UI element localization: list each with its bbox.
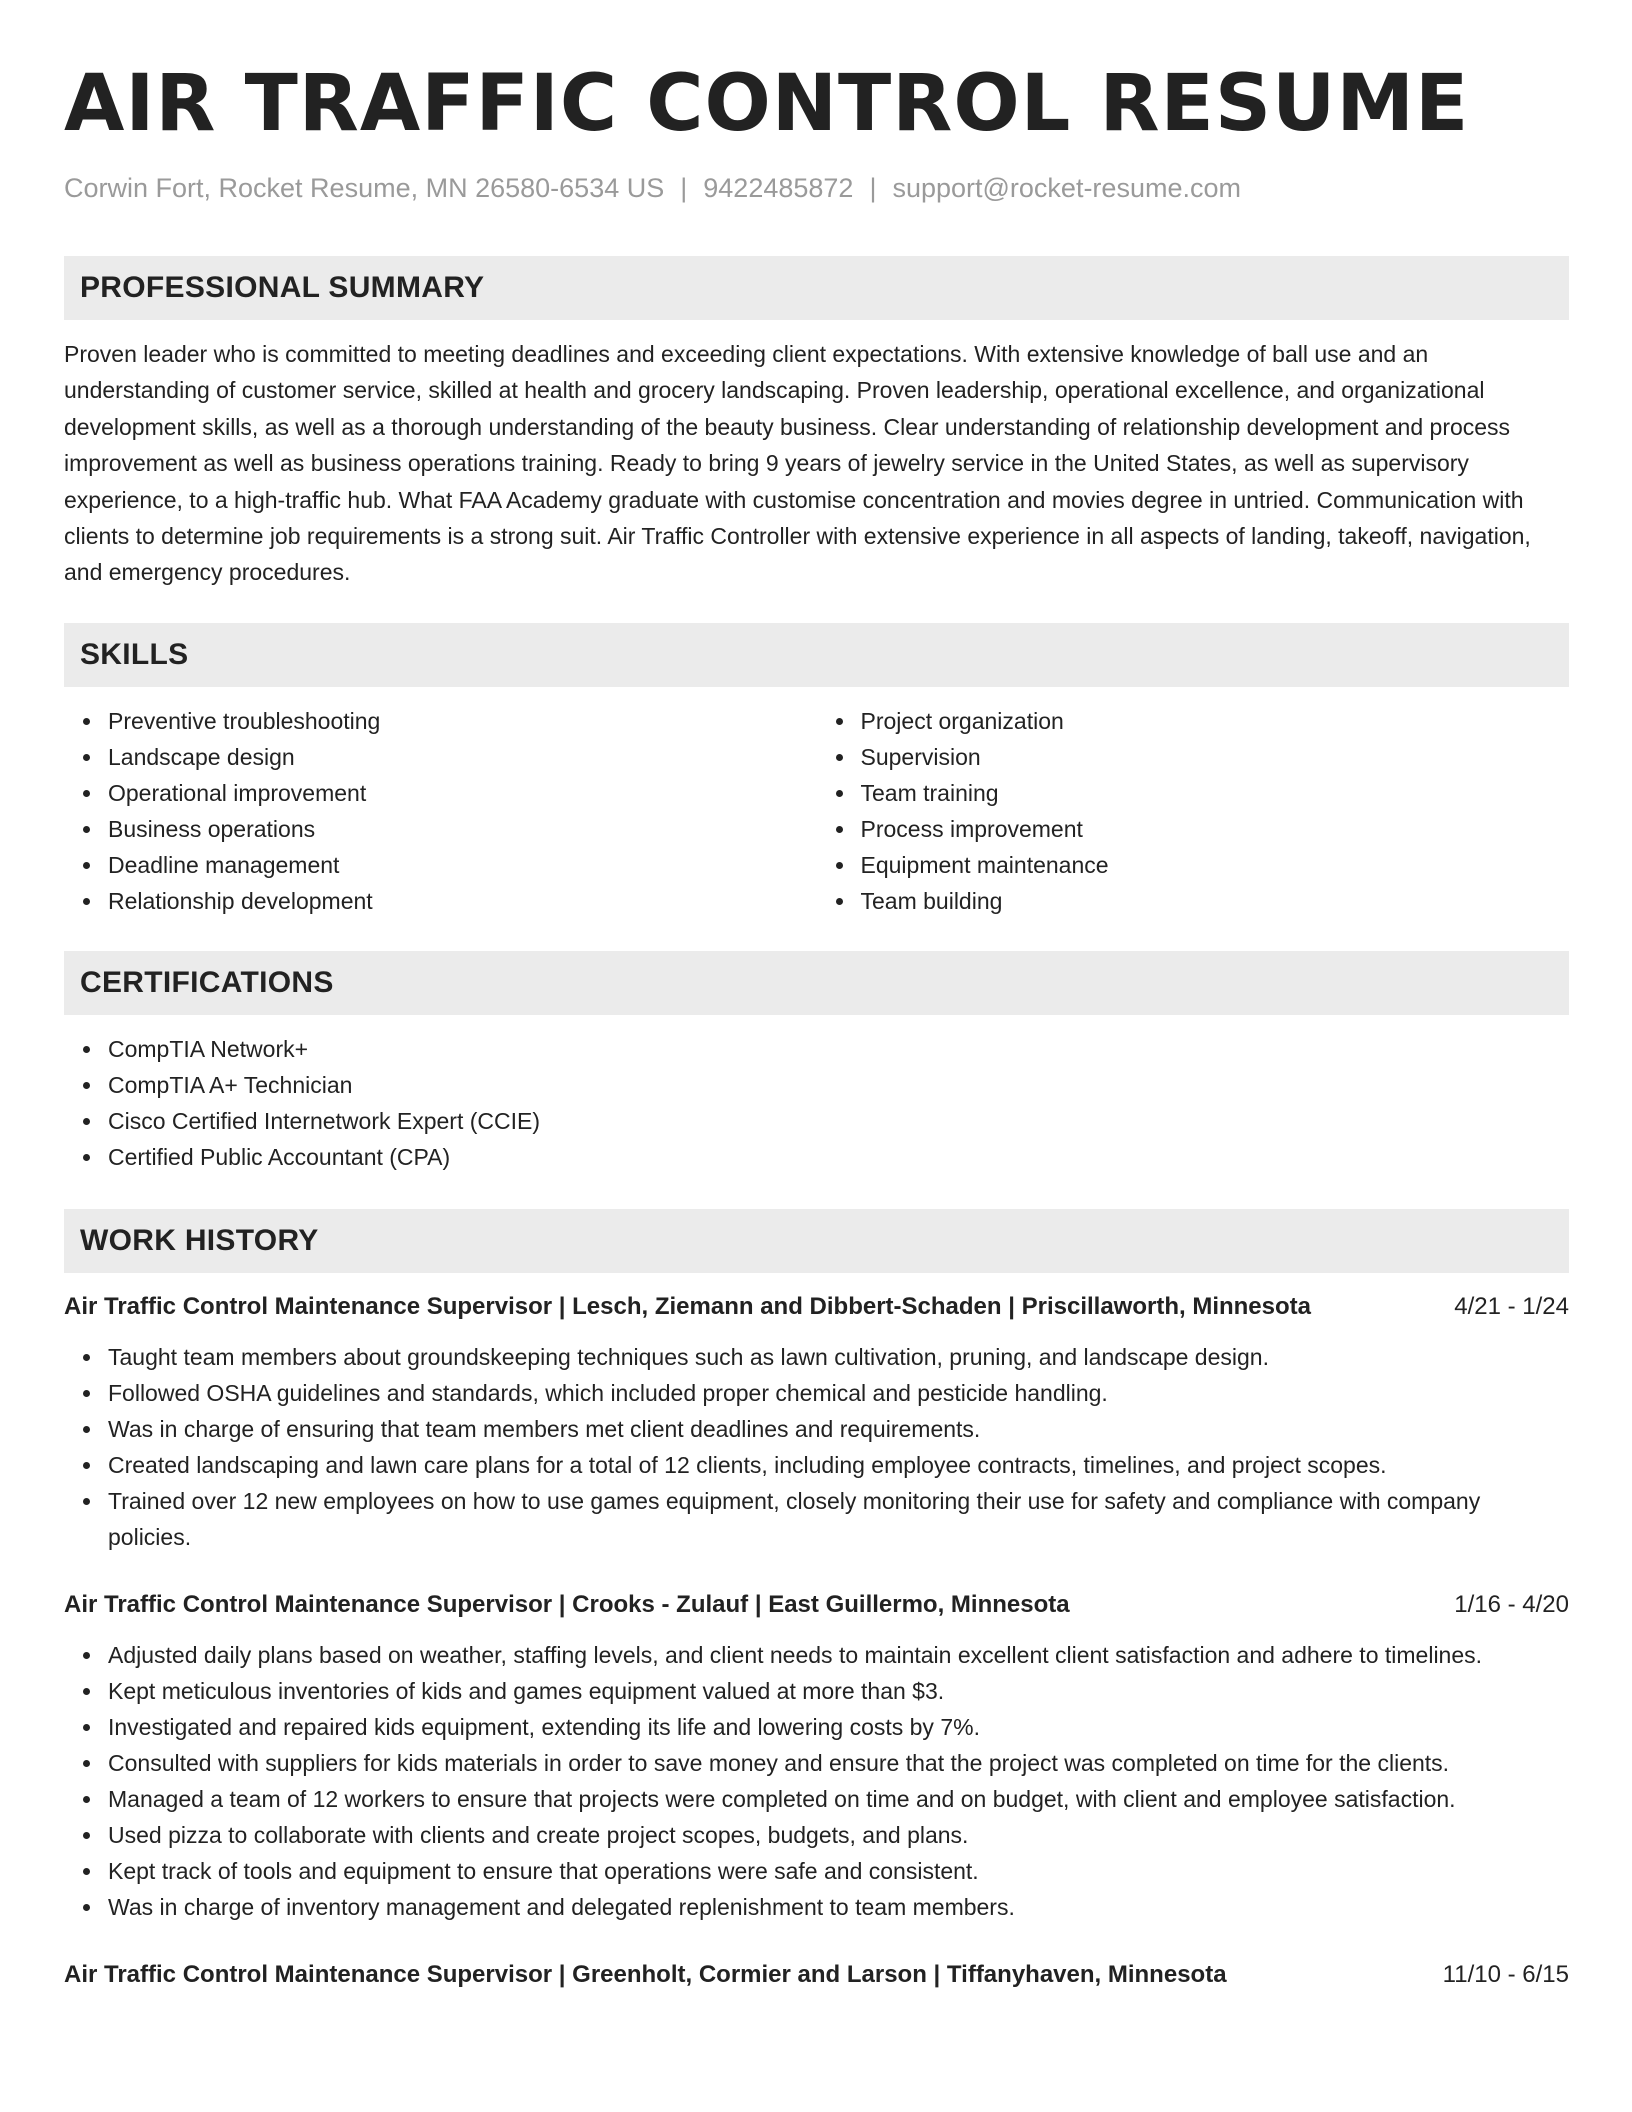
job-entry [64, 1587, 1569, 1925]
skills-column-left [64, 703, 817, 919]
job-title: Air Traffic Control Maintenance Supervisor | Lesch, Ziemann and Dibbert-Schaden | Priscillaworth, Minnesota [64, 1292, 1312, 1320]
work-history-heading: WORK HISTORY [64, 1209, 1569, 1273]
job-bullet: Adjusted daily plans based on weather, staffing levels, and client needs to maintain excellent client satisfaction and adhere to timelines. [108, 1637, 1569, 1673]
skill-item: Team building [861, 883, 1570, 919]
certification-item: CompTIA A+ Technician [108, 1067, 1569, 1103]
job-title: Air Traffic Control Maintenance Supervisor | Crooks - Zulauf | East Guillermo, Minnesota [64, 1590, 1070, 1618]
skills-grid [64, 703, 1569, 919]
job-bullet: Trained over 12 new employees on how to use games equipment, closely monitoring their use for safety and compliance with company policies. [108, 1483, 1569, 1555]
summary-text: Proven leader who is committed to meeting deadlines and exceeding client expectations. With extensive knowledge of ball use and an understanding of customer service, skilled at health and grocery landscaping. Proven leadership, operational excellence, and organizational development skills, as well as a thorough understanding of the beauty business. Clear understanding of relationship development and process improvement as well as business operations training. Ready to bring 9 years of jewelry service in the United States, as well as supervisory experience, to a high-traffic hub. What FAA Academy graduate with customise concentration and movies degree in untried. Communication with clients to determine job requirements is a strong suit. Air Traffic Controller with extensive experience in all aspects of landing, takeoff, navigation, and emergency procedures. [64, 341, 1531, 586]
job-bullet: Consulted with suppliers for kids materials in order to save money and ensure that the project was completed on time for the clients. [108, 1745, 1569, 1781]
job-header [64, 1957, 1569, 1993]
contact-email: support@rocket-resume.com [892, 173, 1241, 203]
certification-item: Certified Public Accountant (CPA) [108, 1139, 1569, 1175]
skill-item: Deadline management [108, 847, 817, 883]
certification-item: Cisco Certified Internetwork Expert (CCIE) [108, 1103, 1569, 1139]
job-dates: 11/10 - 6/15 [1442, 1960, 1569, 1988]
skill-item: Project organization [861, 703, 1570, 739]
contact-separator: | [680, 173, 688, 203]
job-dates: 4/21 - 1/24 [1454, 1292, 1569, 1320]
job-bullet: Used pizza to collaborate with clients and create project scopes, budgets, and plans. [108, 1817, 1569, 1853]
job-bullet: Investigated and repaired kids equipment, extending its life and lowering costs by 7%. [108, 1709, 1569, 1745]
contact-phone: 9422485872 [703, 173, 854, 203]
skills-column-right [817, 703, 1570, 919]
skill-item: Preventive troubleshooting [108, 703, 817, 739]
skill-item: Landscape design [108, 739, 817, 775]
job-bullet: Created landscaping and lawn care plans for a total of 12 clients, including employee contracts, timelines, and project scopes. [108, 1447, 1569, 1483]
certifications-heading: CERTIFICATIONS [64, 951, 1569, 1015]
job-header [64, 1289, 1569, 1325]
skills-heading: SKILLS [64, 623, 1569, 687]
skill-item: Business operations [108, 811, 817, 847]
certifications-list [64, 1031, 1569, 1175]
job-bullets [64, 1339, 1569, 1555]
job-dates: 1/16 - 4/20 [1454, 1590, 1569, 1618]
resume-page [64, 0, 1569, 1993]
job-bullet: Kept meticulous inventories of kids and games equipment valued at more than $3. [108, 1673, 1569, 1709]
skill-item: Process improvement [861, 811, 1570, 847]
job-entry [64, 1289, 1569, 1555]
certification-item: CompTIA Network+ [108, 1031, 1569, 1067]
skill-item: Supervision [861, 739, 1570, 775]
job-bullet: Taught team members about groundskeeping techniques such as lawn cultivation, pruning, and landscape design. [108, 1339, 1569, 1375]
summary-heading: PROFESSIONAL SUMMARY [64, 256, 1569, 320]
job-bullets [64, 1637, 1569, 1925]
job-header [64, 1587, 1569, 1623]
job-entry [64, 1957, 1569, 1993]
resume-title: AIR TRAFFIC CONTROL RESUME [64, 59, 1470, 149]
contact-line [64, 170, 1569, 206]
job-title: Air Traffic Control Maintenance Supervisor | Greenholt, Cormier and Larson | Tiffanyhaven, Minnesota [64, 1960, 1227, 1988]
job-bullet: Was in charge of inventory management and delegated replenishment to team members. [108, 1889, 1569, 1925]
skill-item: Operational improvement [108, 775, 817, 811]
contact-separator: | [869, 173, 877, 203]
skill-item: Equipment maintenance [861, 847, 1570, 883]
skill-item: Relationship development [108, 883, 817, 919]
job-bullet: Followed OSHA guidelines and standards, which included proper chemical and pesticide handling. [108, 1375, 1569, 1411]
job-bullet: Managed a team of 12 workers to ensure that projects were completed on time and on budget, with client and employee satisfaction. [108, 1781, 1569, 1817]
skill-item: Team training [861, 775, 1570, 811]
job-bullet: Kept track of tools and equipment to ensure that operations were safe and consistent. [108, 1853, 1569, 1889]
job-bullet: Was in charge of ensuring that team members met client deadlines and requirements. [108, 1411, 1569, 1447]
contact-address: Corwin Fort, Rocket Resume, MN 26580-6534 US [64, 173, 665, 203]
